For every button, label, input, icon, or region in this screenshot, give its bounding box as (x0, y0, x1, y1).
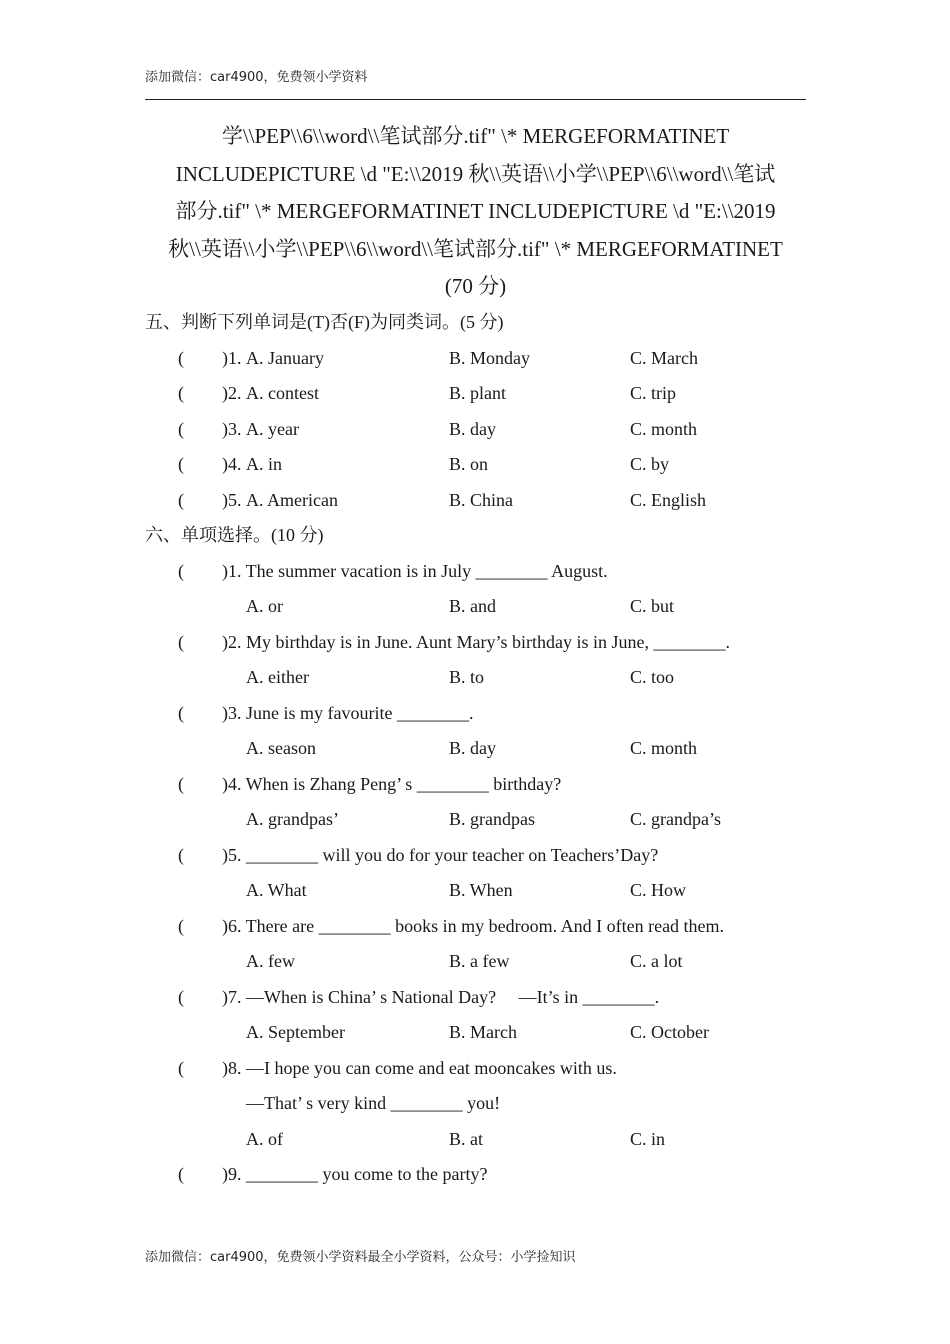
option-a: A. of (246, 1128, 283, 1149)
option-c: C. month (630, 418, 698, 439)
option-a: A. few (246, 951, 295, 971)
option-c: C. grandpa’s (630, 809, 721, 829)
option-c: C. month (630, 738, 698, 758)
item-number: )2. (222, 383, 242, 403)
footer-note: 添加微信：car4900，免费领小学资料最全小学资料，公众号：小学捡知识 (145, 1250, 576, 1265)
option-a: A. season (246, 738, 316, 758)
option-b: B. to (449, 667, 485, 687)
answer-paren: ( (178, 1057, 184, 1078)
exam-content (145, 305, 806, 1193)
option-b: B. China (449, 489, 514, 510)
option-a: A. or (246, 596, 283, 616)
judge-item (145, 447, 806, 483)
option-b: B. day (449, 418, 496, 439)
option-a: A. year (246, 418, 299, 439)
option-c: C. too (630, 667, 675, 687)
question-options (145, 589, 806, 625)
header-note: 添加微信：car4900，免费领小学资料 (145, 70, 368, 85)
question-options (145, 802, 806, 838)
judge-item (145, 483, 806, 519)
item-number: )1. (222, 347, 242, 368)
answer-paren: ( (178, 702, 184, 723)
question-stem (145, 554, 806, 590)
title-line: 学\\PEP\\6\\word\\笔试部分.tif" \* MERGEFORMATINET (221, 124, 730, 148)
option-a: A. January (246, 347, 324, 368)
question-stem (145, 1051, 806, 1087)
question-continuation (145, 1086, 806, 1122)
option-a: A. American (246, 489, 338, 510)
option-a: A. grandpas’ (246, 809, 339, 829)
question-text-continued: —That’ s very kind ________ you! (246, 1093, 501, 1113)
title-line: INCLUDEPICTURE \d "E:\\2019 秋\\英语\\小学\\PEP\\6\\word\\笔试 (175, 161, 776, 186)
option-c: C. but (630, 596, 675, 616)
option-c: C. in (630, 1128, 666, 1149)
answer-paren: ( (178, 1164, 184, 1184)
question-text: )8. —I hope you can come and eat mooncakes with us. (222, 1057, 617, 1078)
answer-paren: ( (178, 418, 184, 439)
option-a: A. September (246, 1022, 345, 1042)
question-text: )2. My birthday is in June. Aunt Mary’s birthday is in June, ________. (222, 631, 730, 652)
answer-paren: ( (178, 489, 184, 510)
answer-paren: ( (178, 631, 184, 652)
option-b: B. March (449, 1022, 517, 1042)
option-a: A. in (246, 454, 282, 474)
question-options (145, 731, 806, 767)
question-options (145, 1015, 806, 1051)
question-stem (145, 909, 806, 945)
option-b: B. and (449, 596, 496, 616)
judge-item (145, 412, 806, 448)
option-c: C. How (630, 880, 687, 900)
question-options (145, 660, 806, 696)
question-text: )9. ________ you come to the party? (222, 1164, 488, 1184)
item-number: )5. (222, 489, 242, 510)
option-a: A. What (246, 880, 307, 900)
question-text: )3. June is my favourite ________. (222, 702, 474, 723)
question-text: )5. ________ will you do for your teacher on Teachers’Day? (222, 844, 659, 865)
question-options (145, 944, 806, 980)
document-title (145, 118, 806, 306)
question-stem (145, 767, 806, 803)
title-line: 部分.tif" \* MERGEFORMATINET INCLUDEPICTURE \d "E:\\2019 (175, 199, 776, 223)
question-stem (145, 1157, 806, 1193)
option-b: B. When (449, 880, 513, 900)
question-text: )7. —When is China’ s National Day? —It’s in ________. (222, 986, 660, 1007)
option-b: B. a few (449, 951, 510, 971)
option-c: C. March (630, 347, 698, 368)
item-number: )3. (222, 418, 242, 439)
question-stem (145, 838, 806, 874)
section-6-heading: 六、单项选择。(10 分) (145, 525, 324, 545)
option-b: B. at (449, 1128, 483, 1149)
answer-paren: ( (178, 986, 184, 1007)
option-c: C. English (630, 489, 707, 510)
question-stem (145, 980, 806, 1016)
option-b: B. day (449, 738, 496, 758)
question-text: )1. The summer vacation is in July ________ August. (222, 560, 608, 581)
option-a: A. either (246, 667, 309, 687)
judge-item (145, 341, 806, 377)
judge-item (145, 376, 806, 412)
option-c: C. by (630, 454, 670, 474)
answer-paren: ( (178, 773, 184, 794)
answer-paren: ( (178, 844, 184, 865)
item-number: )4. (222, 454, 242, 474)
answer-paren: ( (178, 560, 184, 581)
option-b: B. grandpas (449, 809, 535, 829)
question-options (145, 873, 806, 909)
option-c: C. October (630, 1022, 709, 1042)
option-a: A. contest (246, 383, 319, 403)
section-5-heading: 五、判断下列单词是(T)否(F)为同类词。(5 分) (145, 312, 504, 332)
question-text: )4. When is Zhang Peng’ s ________ birthday? (222, 773, 562, 794)
option-c: C. trip (630, 383, 677, 403)
answer-paren: ( (178, 383, 184, 403)
answer-paren: ( (178, 347, 184, 368)
header-divider (145, 99, 806, 100)
answer-paren: ( (178, 454, 184, 474)
option-c: C. a lot (630, 951, 683, 971)
option-b: B. on (449, 454, 489, 474)
question-stem (145, 696, 806, 732)
option-b: B. Monday (449, 347, 530, 368)
answer-paren: ( (178, 915, 184, 936)
question-options (145, 1122, 806, 1158)
title-line: 秋\\英语\\小学\\PEP\\6\\word\\笔试部分.tif" \* MERGEFORMATINET (168, 236, 783, 261)
question-stem (145, 625, 806, 661)
question-text: )6. There are ________ books in my bedroom. And I often read them. (222, 915, 725, 936)
option-b: B. plant (449, 383, 506, 403)
title-score: (70 分) (444, 274, 507, 298)
